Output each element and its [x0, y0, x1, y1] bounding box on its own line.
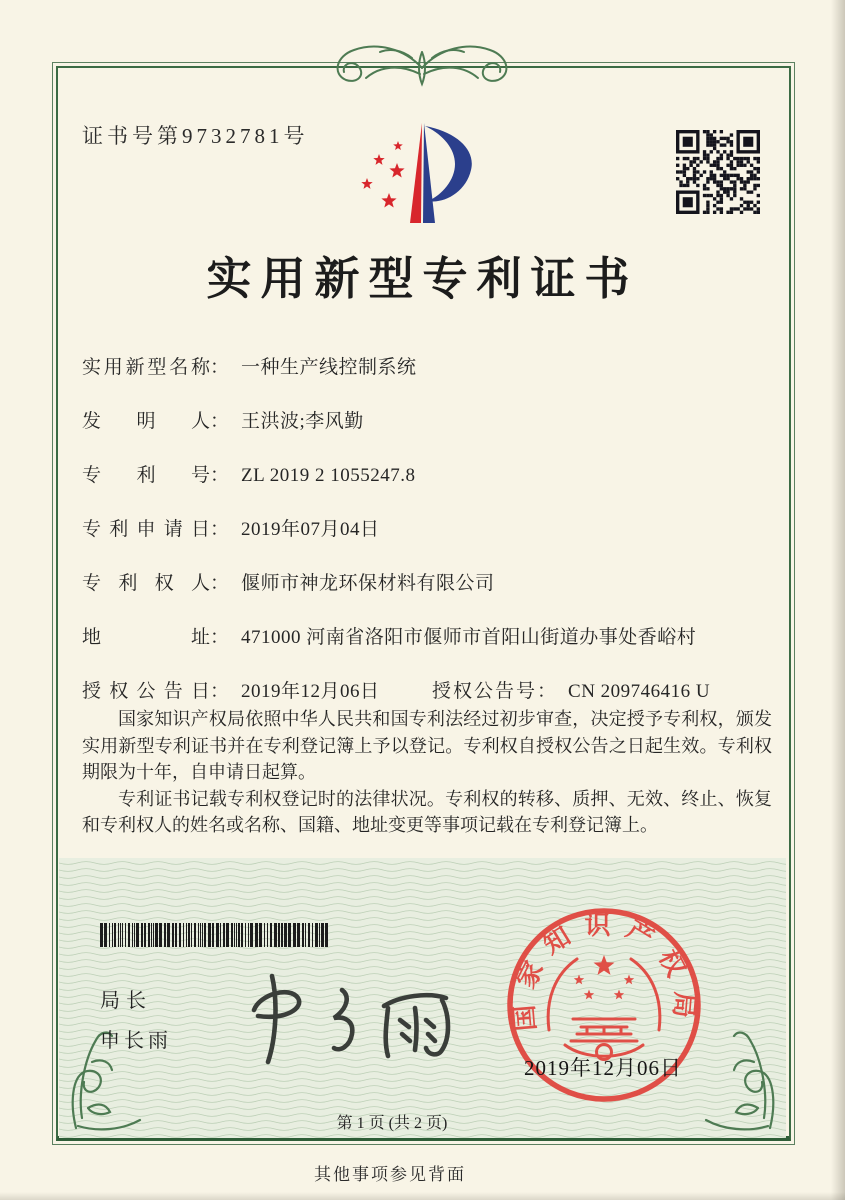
- qr-code-icon: [676, 130, 760, 214]
- national-emblem-icon: [548, 959, 660, 1060]
- svg-text:国家知识产权局: [509, 911, 700, 1032]
- field-row-grant-number: [432, 676, 710, 703]
- field-row-utility-model-name: [82, 352, 417, 379]
- field-label: 授权公告号: [432, 681, 538, 702]
- colon: ：: [210, 357, 230, 378]
- colon: ：: [210, 465, 230, 486]
- logo-stars: [361, 141, 404, 208]
- field-value: 2019年07月04日: [241, 519, 380, 540]
- colon: ：: [210, 411, 230, 432]
- barcode-icon: [100, 923, 330, 947]
- certificate-body-text: [82, 706, 772, 839]
- field-value: CN 209746416 U: [568, 681, 711, 702]
- colon: ：: [210, 627, 230, 648]
- field-value: 王洪波;李风勤: [241, 411, 364, 432]
- field-label: 实用新型名称: [82, 357, 210, 378]
- footer-note: 其他事项参见背面: [314, 1165, 466, 1184]
- seal-date: 2019年12月06日: [524, 1056, 682, 1080]
- page-indicator: 第 1 页 (共 2 页): [336, 1115, 448, 1132]
- field-row-grant-date: [82, 676, 711, 703]
- signature-icon: [238, 966, 463, 1066]
- field-label: 授权公告日: [82, 681, 210, 702]
- top-border-ornament-icon: [292, 36, 552, 98]
- officer-title: 局长: [100, 990, 152, 1012]
- field-label: 专利申请日: [82, 519, 210, 540]
- colon: ：: [537, 681, 557, 702]
- certificate-title: 实用新型专利证书: [206, 254, 639, 304]
- field-value: 471000 河南省洛阳市偃师市首阳山街道办事处香峪村: [241, 627, 697, 648]
- field-label: 专利号: [82, 465, 210, 486]
- field-row-filing-date: [82, 514, 380, 541]
- corner-flourish-left-icon: [62, 1000, 154, 1136]
- seal-agency-text: 国家知识产权局: [508, 910, 700, 1033]
- field-value: 2019年12月06日: [241, 681, 380, 702]
- body-paragraph-2: 专利证书记载专利权登记时的法律状况。专利权的转移、质押、无效、终止、恢复和专利权人的姓名或名称、国籍、地址变更等事项记载在专利登记簿上。: [82, 788, 772, 835]
- body-paragraph-1: 国家知识产权局依照中华人民共和国专利法经过初步审查，决定授予专利权，颁发实用新型专利证书并在专利登记簿上予以登记。专利权自授权公告之日起生效。专利权期限为十年，自申请日起算。: [82, 709, 772, 782]
- field-row-address: [82, 622, 696, 649]
- cnipa-logo-icon: [352, 116, 487, 228]
- field-label: 地址: [82, 627, 210, 648]
- certificate-number: 证书号第9732781号: [82, 124, 309, 148]
- field-row-inventor: [82, 406, 364, 433]
- field-label: 专利权人: [82, 573, 210, 594]
- officer-name: 申长雨: [100, 1030, 172, 1052]
- field-row-patent-number: [82, 460, 416, 487]
- colon: ：: [210, 573, 230, 594]
- colon: ：: [210, 681, 230, 702]
- field-value: 一种生产线控制系统: [241, 357, 417, 378]
- field-row-patentee: [82, 568, 495, 595]
- field-value: ZL 2019 2 1055247.8: [241, 465, 416, 486]
- scan-shadow-bottom: [0, 1192, 845, 1200]
- field-value: 偃师市神龙环保材料有限公司: [241, 573, 495, 594]
- scan-shadow-right: [831, 0, 845, 1200]
- colon: ：: [210, 519, 230, 540]
- field-label: 发明人: [82, 411, 210, 432]
